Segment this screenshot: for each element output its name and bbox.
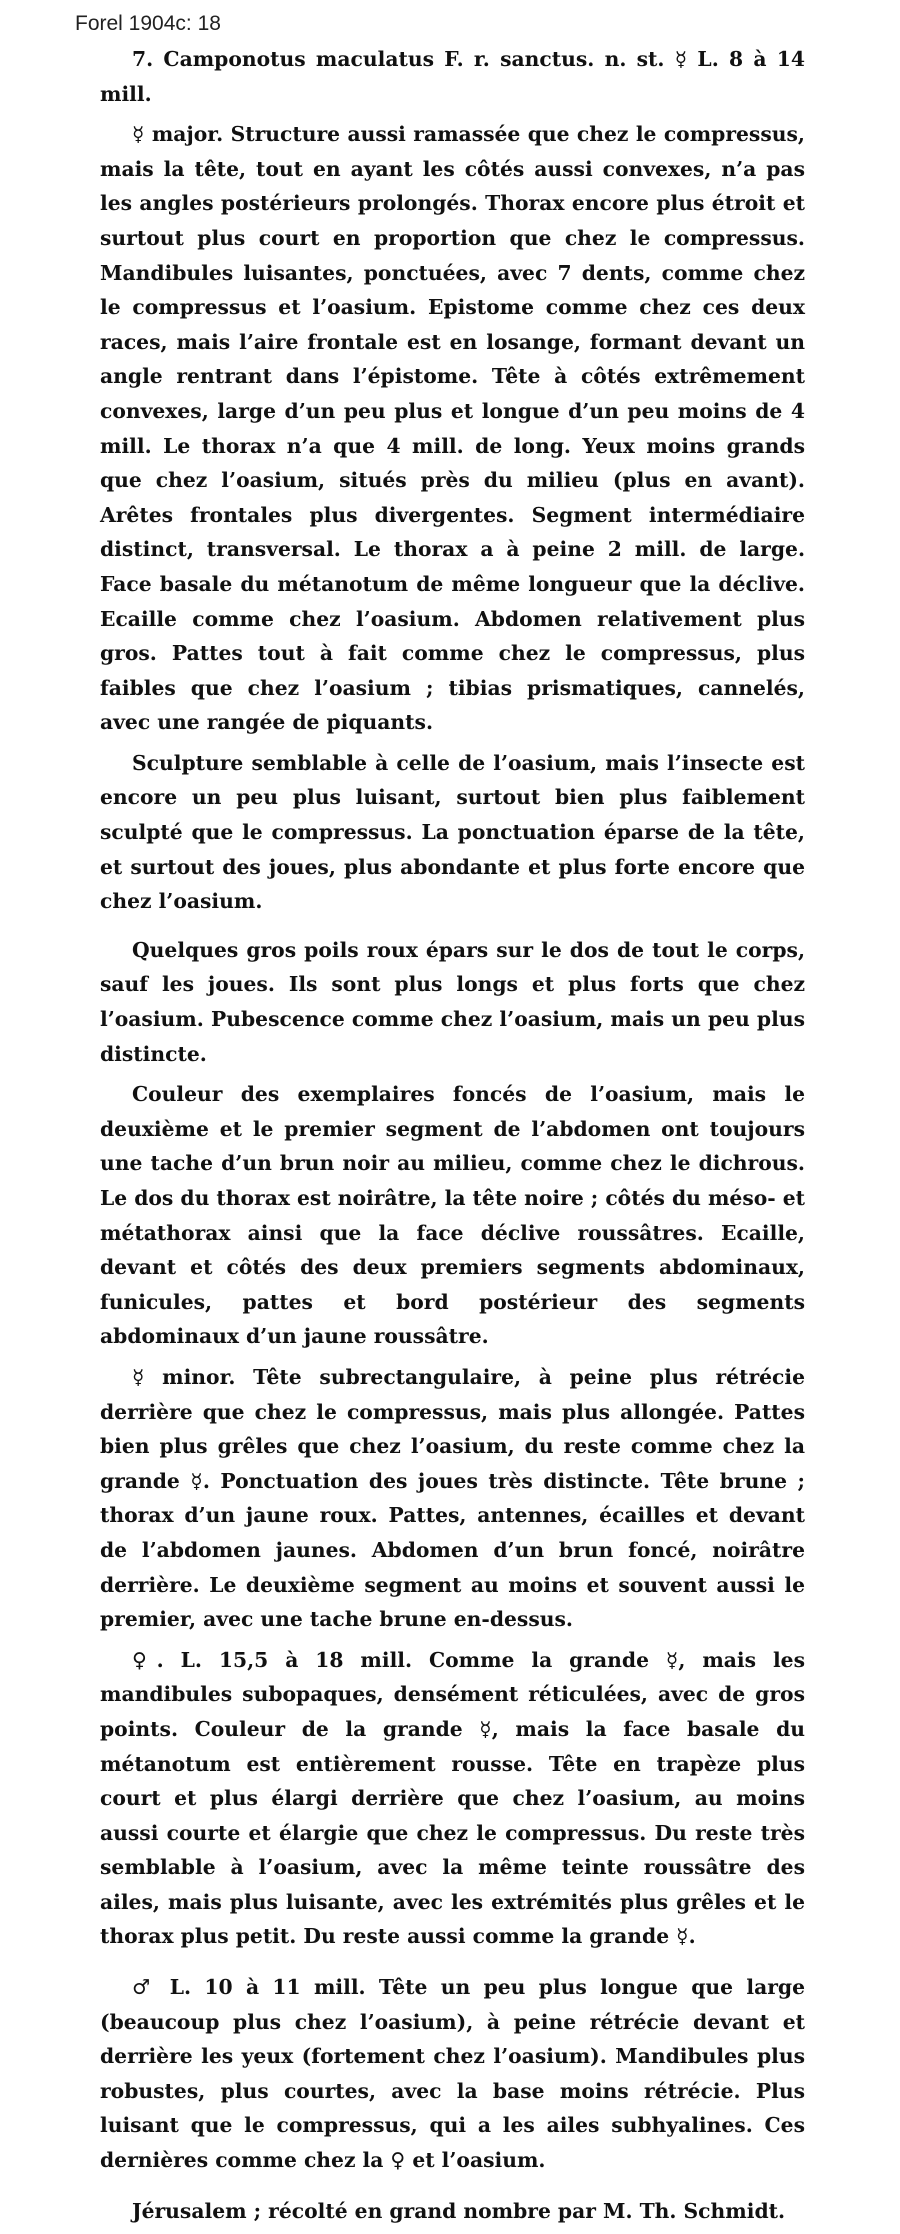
paragraph-worker-major: ☿ major. Structure aussi ramassée que chez le compressus, mais la tête, tout en ayant les côtés aussi convexes, n’a pas les angles postérieurs prolongés. Thorax encore plus étroit et surtout plus court en proportion que chez le compressus. Mandibules luisantes, ponctuées, avec 7 dents, comme chez le compressus et l’oasium. Epistome comme chez ces deux races, mais l’aire frontale est en losange, formant devant un angle rentrant dans l’épistome. Tête à côtés extrêmement convexes, large d’un peu plus et longue d’un peu moins de 4 mill. Le thorax n’a que 4 mill. de long. Yeux moins grands que chez l’oasium, situés près du milieu (plus en avant). Arêtes frontales plus divergentes. Segment intermédiaire distinct, transversal. Le thorax a à peine 2 mill. de large. Face basale du métanotum de même longueur que la déclive. Ecaille comme chez l’oasium. Abdomen relativement plus gros. Pattes tout à fait comme chez le compressus, plus faibles que chez l’oasium ; tibias prismatiques, cannelés, avec une rangée de piquants. <box>100 122 805 735</box>
paragraph-worker-minor: ☿ minor. Tête subrectangulaire, à peine plus rétrécie derrière que chez le compressus, mais plus allongée. Pattes bien plus grêles que chez l’oasium, du reste comme chez la grande ☿. Ponctuation des joues très distincte. Tête brune ; thorax d’un jaune roux. Pattes, antennes, écailles et devant de l’abdomen jaunes. Abdomen d’un brun foncé, noirâtre derrière. Le deuxième segment au moins et souvent aussi le premier, avec une tache brune en-dessus. <box>100 1364 805 1632</box>
paragraph-male: ♂ L. 10 à 11 mill. Tête un peu plus longue que large (beaucoup plus chez l’oasium), à peine rétrécie devant et derrière les yeux (fortement chez l’oasium). Mandibules plus robustes, plus courtes, avec la base moins rétrécie. Plus luisant que le compressus, qui a les ailes subhyalines. Ces dernières comme chez la ♀ et l’oasium. <box>100 1975 805 2173</box>
text-column <box>100 42 805 2234</box>
species-heading: 7. Camponotus maculatus F. r. sanctus. n. st. ☿ L. 8 à 14 mill. <box>100 47 805 106</box>
page-label: Forel 1904c: 18 <box>75 12 221 35</box>
paragraph-female: ♀. L. 15,5 à 18 mill. Comme la grande ☿, mais les mandibules subopaques, densément réticulées, avec de gros points. Couleur de la grande ☿, mais la face basale du métanotum est entièrement rousse. Tête en trapèze plus court et plus élargi derrière que chez l’oasium, au moins aussi courte et élargie que chez le compressus. Du reste très semblable à l’oasium, avec la même teinte roussâtre des ailes, mais plus luisante, avec les extrémités plus grêles et le thorax plus petit. Du reste aussi comme la grande ☿. <box>100 1647 805 1949</box>
paragraph-locality: Jérusalem ; récolté en grand nombre par M. Th. Schmidt. <box>132 2198 786 2223</box>
paragraph-color: Couleur des exemplaires foncés de l’oasium, mais le deuxième et le premier segment de l’abdomen ont toujours une tache d’un brun noir au milieu, comme chez le dichrous. Le dos du thorax est noirâtre, la tête noire ; côtés du méso- et métathorax ainsi que la face déclive roussâtres. Ecaille, devant et côtés des deux premiers segments abdominaux, funicules, pattes et bord postérieur des segments abdominaux d’un jaune roussâtre. <box>100 1082 806 1349</box>
paragraph-hairs: Quelques gros poils roux épars sur le dos de tout le corps, sauf les joues. Ils sont plus longs et plus forts que chez l’oasium. Pubescence comme chez l’oasium, mais un peu plus distincte. <box>100 937 805 1066</box>
paragraph-sculpture: Sculpture semblable à celle de l’oasium, mais l’insecte est encore un peu plus luisant, surtout bien plus faiblement sculpté que le compressus. La ponctuation éparse de la tête, et surtout des joues, plus abondante et plus forte encore que chez l’oasium. <box>100 750 805 914</box>
